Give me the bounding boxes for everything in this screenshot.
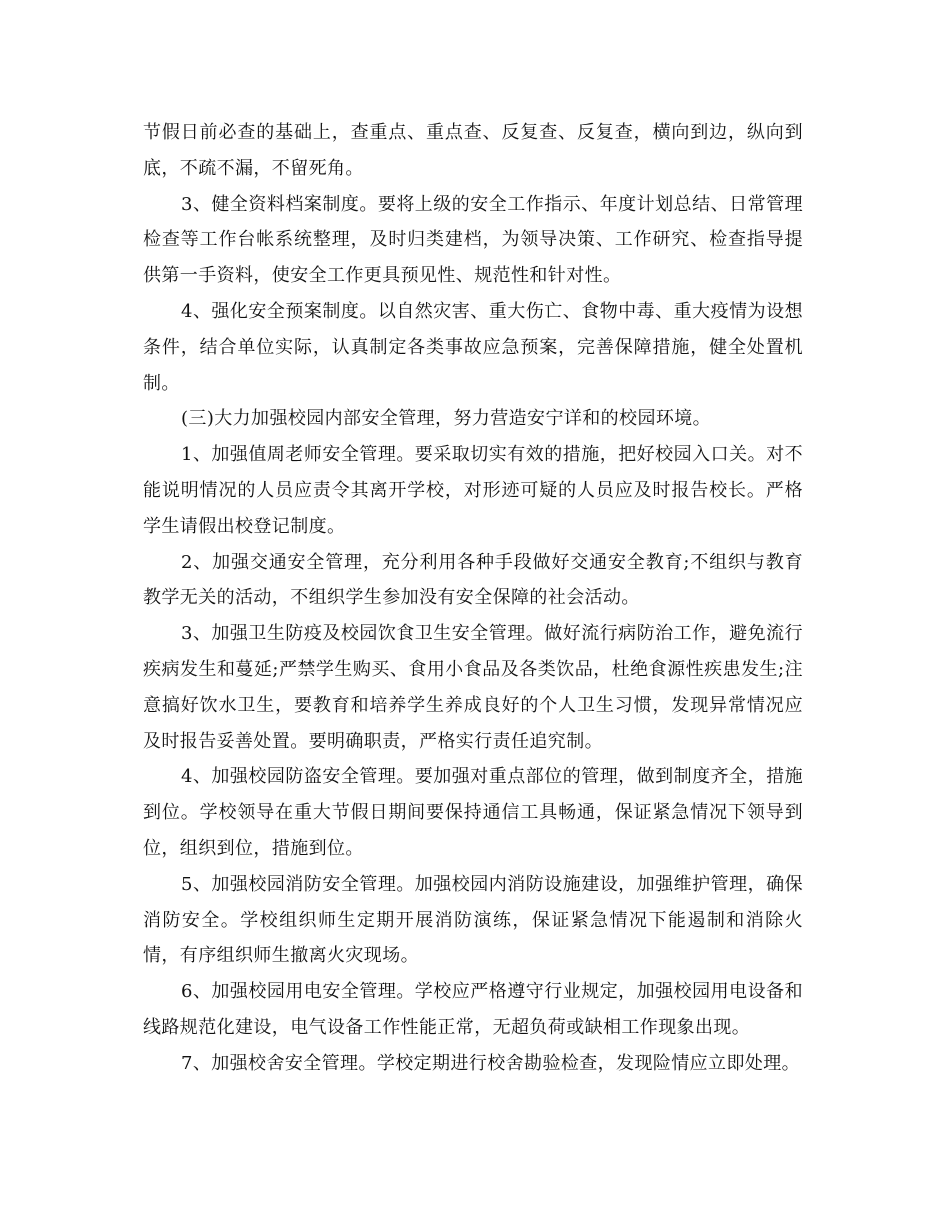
paragraph-item-4-anti-theft: 4、加强校园防盗安全管理。要加强对重点部位的管理，做到制度齐全，措施到位。学校领导在重大节假日期间要保持通信工具畅通，保证紧急情况下领导到位，组织到位，措施到位。 <box>143 766 803 859</box>
document-body <box>143 115 803 1082</box>
paragraph-item-6-electricity: 6、加强校园用电安全管理。学校应严格遵守行业规定，加强校园用电设备和线路规范化建设，电气设备工作性能正常，无超负荷或缺相工作现象出现。 <box>143 981 803 1038</box>
paragraph-item-3-hygiene: 3、加强卫生防疫及校园饮食卫生安全管理。做好流行病防治工作，避免流行疾病发生和蔓延;严禁学生购买、食用小食品及各类饮品，杜绝食源性疾患发生;注意搞好饮水卫生，要教育和培养学生养成良好的个人卫生习惯，发现异常情况应及时报告妥善处置。要明确职责，严格实行责任追究制。 <box>143 623 803 752</box>
paragraph-item-1-duty-teacher: 1、加强值周老师安全管理。要采取切实有效的措施，把好校园入口关。对不能说明情况的人员应责令其离开学校，对形迹可疑的人员应及时报告校长。严格学生请假出校登记制度。 <box>143 444 803 537</box>
paragraph-item-3-archives: 3、健全资料档案制度。要将上级的安全工作指示、年度计划总结、日常管理检查等工作台帐系统整理，及时归类建档，为领导决策、工作研究、检查指导提供第一手资料，使安全工作更具预见性、规范性和针对性。 <box>143 193 803 287</box>
paragraph-continuation: 节假日前必查的基础上，查重点、重点查、反复查、反复查，横向到边，纵向到底，不疏不漏，不留死角。 <box>143 122 803 179</box>
paragraph-item-2-traffic: 2、加强交通安全管理，充分利用各种手段做好交通安全教育;不组织与教育教学无关的活动，不组织学生参加没有安全保障的社会活动。 <box>143 551 803 609</box>
paragraph-item-5-fire: 5、加强校园消防安全管理。加强校园内消防设施建设，加强维护管理，确保消防安全。学校组织师生定期开展消防演练，保证紧急情况下能遏制和消除火情，有序组织师生撤离火灾现场。 <box>143 873 803 967</box>
paragraph-item-4-emergency-plan: 4、强化安全预案制度。以自然灾害、重大伤亡、食物中毒、重大疫情为设想条件，结合单位实际，认真制定各类事故应急预案，完善保障措施，健全处置机制。 <box>143 300 803 394</box>
paragraph-item-7-buildings: 7、加强校舍安全管理。学校定期进行校舍勘验检查，发现险情应立即处理。 <box>181 1052 801 1074</box>
section-heading-3: (三)大力加强校园内部安全管理，努力营造安宁详和的校园环境。 <box>181 408 712 430</box>
